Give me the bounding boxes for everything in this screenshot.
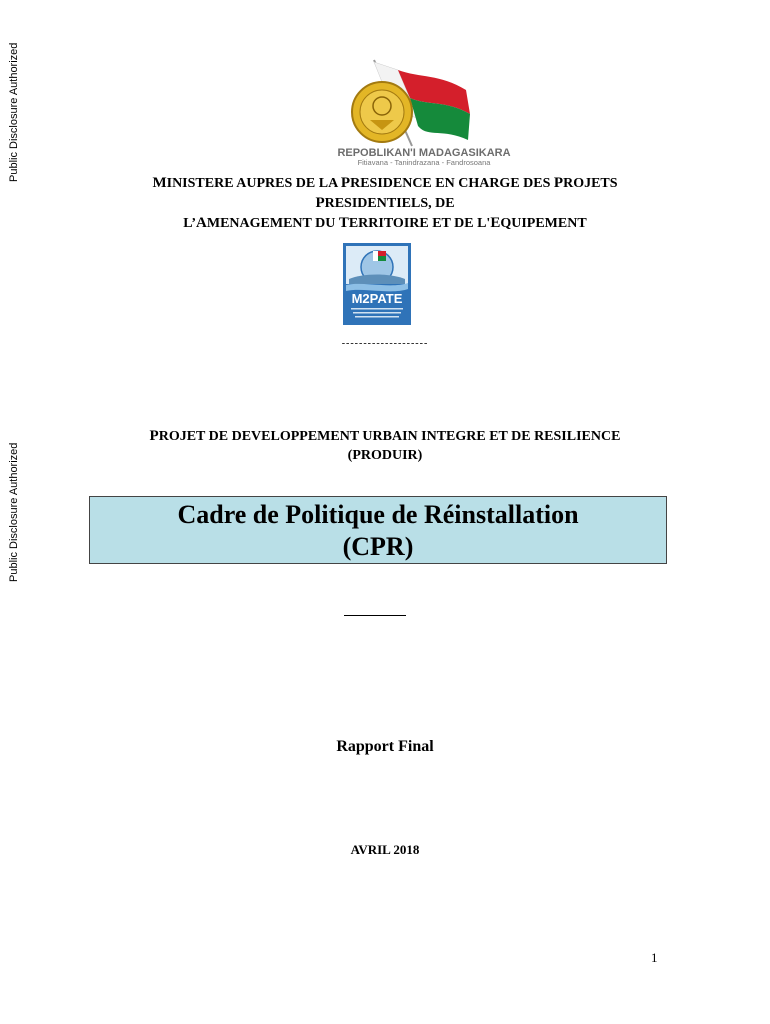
- document-title-box: [89, 496, 667, 564]
- republic-emblem-logo: [290, 56, 530, 168]
- separator: --------------------: [341, 338, 429, 349]
- disclosure-label-top: Public Disclosure Authorized: [8, 42, 20, 182]
- ministry-line-2: [100, 193, 670, 214]
- disclosure-label-middle: Public Disclosure Authorized: [8, 442, 20, 582]
- heading-segment: ERRITOIRE ET DE L': [348, 216, 491, 231]
- emblem-motto: Fitiavana - Tanindrazana - Fandrosoana: [357, 158, 491, 167]
- ministry-line-1: [100, 173, 670, 194]
- heading-segment: ROJET DE DEVELOPPEMENT URBAIN INTEGRE ET DE RESILIENCE: [158, 429, 621, 444]
- heading-segment: P: [149, 428, 159, 444]
- report-label: Rapport Final: [336, 738, 434, 755]
- heading-segment: P: [340, 175, 351, 191]
- title-underline: [344, 615, 406, 616]
- heading-segment: INISTERE AUPRES DE LA: [166, 176, 341, 191]
- heading-segment: A: [196, 215, 207, 231]
- heading-segment: T: [338, 215, 349, 231]
- ministry-line-3: [100, 213, 670, 234]
- heading-segment: RESIDENCE EN CHARGE DES: [350, 176, 554, 191]
- page-number: 1: [651, 950, 658, 965]
- report-date: AVRIL 2018: [350, 842, 420, 857]
- heading-segment: QUIPEMENT: [500, 216, 587, 231]
- document-title-acronym: (CPR): [342, 532, 414, 561]
- project-acronym: (PRODUIR): [347, 448, 423, 463]
- emblem-name: REPOBLIKAN'I MADAGASIKARA: [337, 147, 511, 159]
- heading-segment: MENAGEMENT DU: [206, 216, 339, 231]
- heading-segment: P: [553, 175, 564, 191]
- m2pate-name: M2PATE: [351, 291, 403, 306]
- heading-segment: M: [152, 175, 167, 191]
- heading-segment: RESIDENTIELS, DE: [324, 196, 455, 211]
- document-title: Cadre de Politique de Réinstallation: [177, 500, 579, 529]
- heading-segment: L’: [183, 216, 197, 231]
- heading-segment: P: [315, 195, 325, 211]
- heading-segment: E: [490, 215, 501, 231]
- m2pate-logo: [343, 243, 411, 325]
- project-line-1: [60, 426, 710, 447]
- heading-segment: ROJETS: [563, 176, 618, 191]
